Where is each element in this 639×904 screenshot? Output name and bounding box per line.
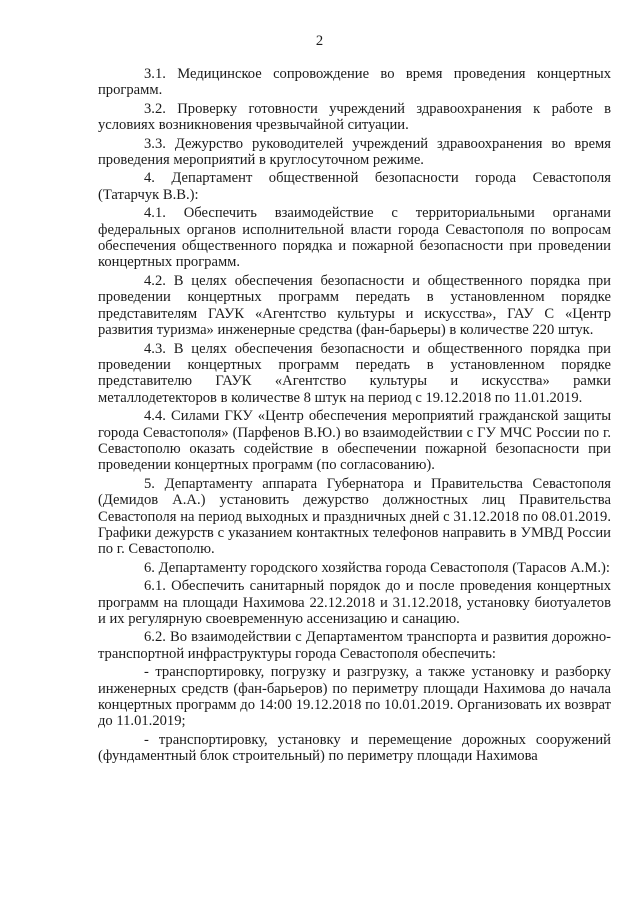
paragraph-6: 6. Департаменту городского хозяйства города Севастополя (Тарасов А.М.):: [144, 559, 610, 576]
paragraph-3-2: 3.2. Проверку готовности учреждений здравоохранения к работе в условиях возникновения чрезвычайной ситуации.: [98, 100, 611, 134]
page-number: 2: [315, 33, 324, 49]
list-item-transport-barriers: - транспортировку, погрузку и разгрузку, а также установку и разборку инженерных средств (фан-барьеров) по периметру площади Нахимова до начала концертных программ до 14:00 19.12.2018 по 10.01.2019. Организовать их возврат до 11.01.2019;: [98, 664, 611, 730]
paragraph-3-3: 3.3. Дежурство руководителей учреждений здравоохранения во время проведения мероприятий в круглосуточном режиме.: [98, 135, 611, 169]
paragraph-4-3: 4.3. В целях обеспечения безопасности и общественного порядка при проведении концертных программ передать в установленном порядке представителю ГАУК «Агентство культуры и искусства» рамки металлодетекторов в количестве 8 штук на период с 19.12.2018 по 11.01.2019.: [98, 340, 611, 406]
paragraph-6-1: 6.1. Обеспечить санитарный порядок до и после проведения концертных программ на площади Нахимова 22.12.2018 и 31.12.2018, установку биотуалетов и их регулярную своевременную ассенизацию и санацию.: [98, 578, 611, 627]
list-item-transport-blocks: - транспортировку, установку и перемещение дорожных сооружений (фундаментный блок строительный) по периметру площади Нахимова: [98, 731, 611, 765]
paragraph-4-1: 4.1. Обеспечить взаимодействие с территориальными органами федеральных органов исполнительной власти города Севастополя по вопросам обеспечения общественного порядка и пожарной безопасности при проведении концертных программ.: [98, 205, 611, 271]
paragraph-4: 4. Департамент общественной безопасности города Севастополя (Татарчук В.В.):: [98, 170, 611, 203]
paragraph-4-2: 4.2. В целях обеспечения безопасности и общественного порядка при проведении концертных программ передать в установленном порядке представителям ГАУК «Агентство культуры и искусства», ГАУ С «Центр развития туризма» инженерные средства (фан-барьеры) в количестве 220 штук.: [98, 272, 611, 339]
paragraph-3-1: 3.1. Медицинское сопровождение во время проведения концертных программ.: [98, 66, 611, 99]
paragraph-5: 5. Департаменту аппарата Губернатора и Правительства Севастополя (Демидов А.А.) установить дежурство должностных лиц Правительства Севастополя на период выходных и праздничных дней с 31.12.2018 по 08.01.2019. Графики дежурств с указанием контактных телефонов направить в УМВД России по г. Севастополю.: [98, 475, 611, 558]
paragraph-6-2: 6.2. Во взаимодействии с Департаментом транспорта и развития дорожно-транспортной инфраструктуры города Севастополя обеспечить:: [98, 629, 611, 662]
paragraph-4-4: 4.4. Силами ГКУ «Центр обеспечения мероприятий гражданской защиты города Севастополя» (Парфенов В.Ю.) во взаимодействии с ГУ МЧС России по г. Севастополю оказать содействие в обеспечении пожарной безопасности при проведении концертных программ (по согласованию).: [98, 408, 611, 474]
document-body: [98, 66, 611, 765]
